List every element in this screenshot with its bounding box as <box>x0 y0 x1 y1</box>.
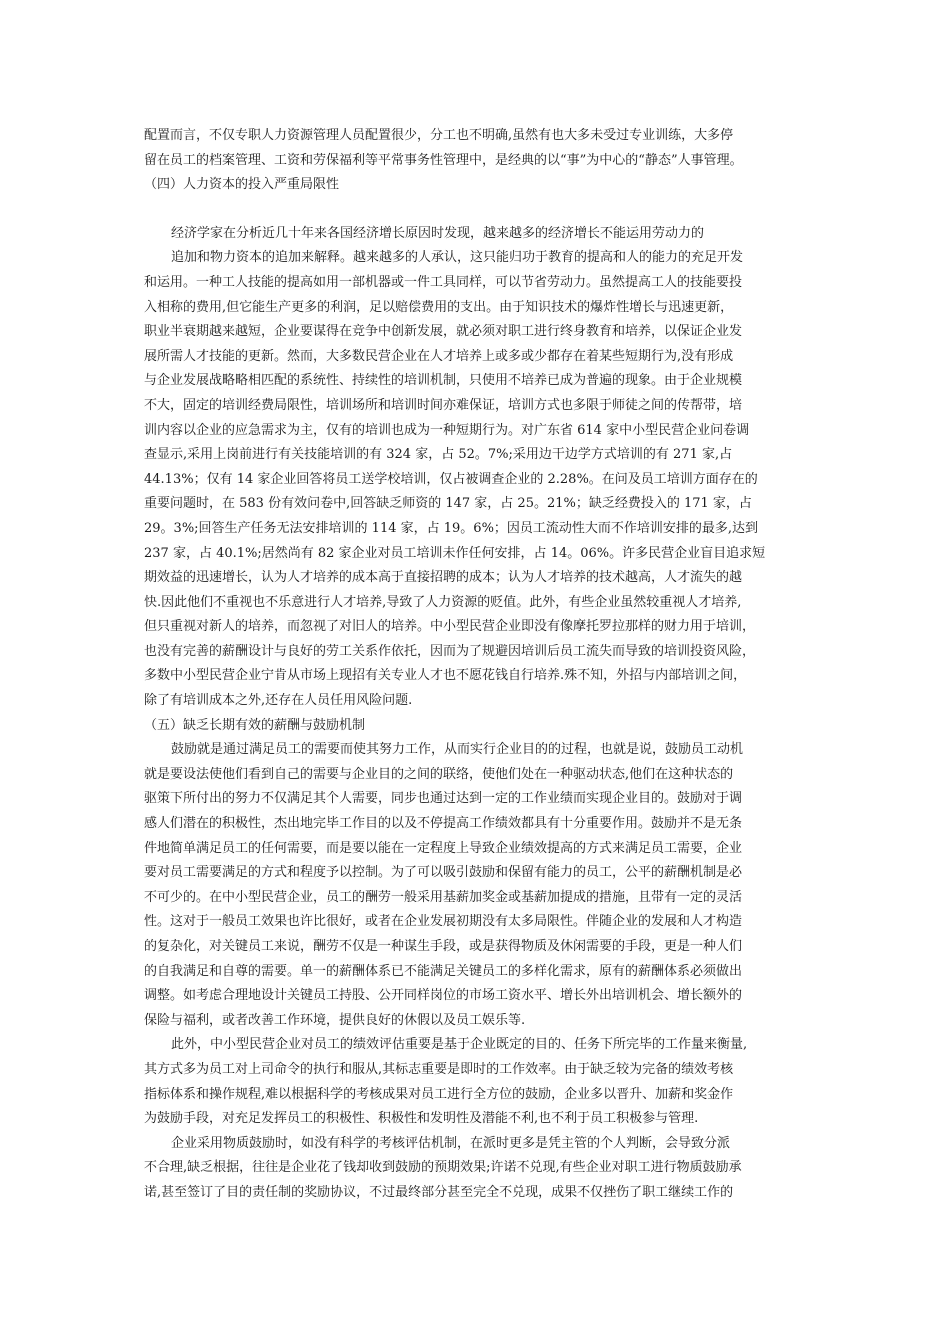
text-line: 此外，中小型民营企业对员工的绩效评估重要是基于企业既定的目的、任务下所完毕的工作量来衡量, <box>171 1037 748 1053</box>
text-line: 重要问题时，在 583 份有效问卷中,回答缺乏师资的 147 家，占 25。21%；缺乏经费投入的 171 家，占 <box>144 496 752 512</box>
text-line: 也没有完善的薪酬设计与良好的劳工关系作依托，因而为了规避因培训后员工流失而导致的培训投资风险， <box>144 643 756 659</box>
text-line: 快.因此他们不重视也不乐意进行人才培养,导致了人力资源的贬值。此外，有些企业虽然较重视人才培养, <box>144 594 742 610</box>
text-line: 为鼓励手段，对充足发挥员工的积极性、积极性和发明性及潜能不利,也不利于员工积极参与管理. <box>144 1111 699 1127</box>
section-heading: （四）人力资本的投入严重局限性 <box>144 177 340 193</box>
document-body <box>144 124 810 1206</box>
text-line: 查显示,采用上岗前进行有关技能培训的有 324 家，占 52。7%;采用边干边学方式培训的有 271 家,占 <box>144 447 733 463</box>
text-line: 指标体系和操作规程,难以根据科学的考核成果对员工进行全方位的鼓励，企业多以晋升、加薪和奖金作 <box>144 1086 734 1102</box>
text-line: 要对员工需要满足的方式和程度予以控制。为了可以吸引鼓励和保留有能力的员工，公平的薪酬机制是必 <box>144 865 743 881</box>
text-line: 不大，固定的培训经费局限性，培训场所和培训时间亦难保证，培训方式也多限于师徒之间的传帮带，培 <box>144 397 743 413</box>
text-line: 237 家，占 40.1%;居然尚有 82 家企业对员工培训未作任何安排，占 14。06%。许多民营企业盲目追求短 <box>144 545 766 561</box>
text-line: 性。这对于一般员工效果也许比很好，或者在企业发展初期没有太多局限性。伴随企业的发展和人才构造 <box>144 914 743 930</box>
text-line: 配置而言，不仅专职人力资源管理人员配置很少，分工也不明确,虽然有也大多未受过专业训练，大多停 <box>144 128 734 143</box>
text-line: 期效益的迅速增长，认为人才培养的成本高于直接招聘的成本；认为人才培养的技术越高，人才流失的越 <box>144 570 743 586</box>
text-line: 留在员工的档案管理、工资和劳保福利等平常事务性管理中，是经典的以“事”为中心的“静态”人事管理。 <box>144 152 743 168</box>
section-heading: （五）缺乏长期有效的薪酬与鼓励机制 <box>144 717 366 733</box>
text-line: 其方式多为员工对上司命令的执行和服从,其标志重要是即时的工作效率。由于缺乏较为完备的绩效考核 <box>144 1061 734 1077</box>
text-line: 多数中小型民营企业宁肯从市场上现招有关专业人才也不愿花钱自行培养.殊不知，外招与内部培训之间， <box>144 668 747 684</box>
text-line: 鼓励就是通过满足员工的需要而使其努力工作，从而实行企业目的的过程，也就是说，鼓励员工动机 <box>171 742 744 758</box>
text-line: 29。3%;回答生产任务无法安排培训的 114 家，占 19。6%；因员工流动性大而不作培训安排的最多,达到 <box>144 520 759 536</box>
text-line: 和运用。一种工人技能的提高如用一部机器或一件工具同样，可以节省劳动力。虽然提高工人的技能要投 <box>144 274 743 290</box>
text-line: 不合理,缺乏根据，往往是企业花了钱却收到鼓励的预期效果;许诺不兑现,有些企业对职工进行物质鼓励承 <box>144 1160 742 1176</box>
text-line: 与企业发展战略略相匹配的系统性、持续性的培训机制，只使用不培养已成为普遍的现象。由于企业规模 <box>144 373 743 389</box>
text-line: 44.13%；仅有 14 家企业回答将员工送学校培训，仅占被调查企业的 2.28%。在问及员工培训方面存在的 <box>144 471 758 487</box>
text-line: 但只重视对新人的培养，而忽视了对旧人的培养。中小型民营企业即没有像摩托罗拉那样的财力用于培训， <box>144 619 756 635</box>
text-line: 的复杂化，对关键员工来说，酬劳不仅是一种谋生手段，或是获得物质及休闲需要的手段，更是一种人们 <box>144 939 743 954</box>
text-line: 除了有培训成本之外,还存在人员任用风险问题. <box>144 693 413 709</box>
text-line: 就是要设法使他们看到自己的需要与企业目的之间的联络，使他们处在一种驱动状态,他们在这种状态的 <box>144 766 734 782</box>
text-line: 追加和物力资本的追加来解释。越来越多的人承认，这只能归功于教育的提高和人的能力的充足开发 <box>171 250 744 266</box>
text-line: 感人们潜在的积极性，杰出地完毕工作目的以及不停提高工作绩效都具有十分重要作用。鼓励并不是无条 <box>144 816 743 832</box>
text-line: 展所需人才技能的更新。然而，大多数民营企业在人才培养上或多或少都存在着某些短期行为,没有形成 <box>144 348 734 364</box>
text-line: 不可少的。在中小型民营企业，员工的酬劳一般采用基薪加奖金或基薪加提成的措施，且带有一定的灵活 <box>144 889 743 905</box>
text-line: 训内容以企业的应急需求为主，仅有的培训也成为一种短期行为。对广东省 614 家中小型民营企业问卷调 <box>144 422 750 438</box>
text-line: 的自我满足和自尊的需要。单一的薪酬体系已不能满足关键员工的多样化需求，原有的薪酬体系必须做出 <box>144 963 743 979</box>
text-line: 件地简单满足员工的任何需要，而是要以能在一定程度上导致企业绩效提高的方式来满足员工需要，企业 <box>144 840 743 856</box>
text-line: 企业采用物质鼓励时，如没有科学的考核评估机制，在派时更多是凭主管的个人判断，会导致分派 <box>171 1135 731 1151</box>
text-line: 入相称的费用,但它能生产更多的利润，足以赔偿费用的支出。由于知识技术的爆炸性增长与迅速更新， <box>144 299 734 315</box>
text-line: 诺,甚至签订了目的责任制的奖励协议，不过最终部分甚至完全不兑现，成果不仅挫伤了职工继续工作的 <box>144 1184 734 1200</box>
text-line: 驱策下所付出的努力不仅满足其个人需要，同步也通过达到一定的工作业绩而实现企业目的。鼓励对于调 <box>144 791 743 807</box>
paragraph-gap <box>144 198 810 222</box>
text-line: 保险与福利，或者改善工作环境，提供良好的休假以及员工娱乐等. <box>144 1012 526 1028</box>
text-line: 职业半衰期越来越短，企业要谋得在竞争中创新发展，就必须对职工进行终身教育和培养，以保证企业发 <box>144 324 743 340</box>
text-line: 经济学家在分析近几十年来各国经济增长原因时发现，越来越多的经济增长不能运用劳动力的 <box>171 225 705 241</box>
text-line: 调整。如考虑合理地设计关键员工持股、公开同样岗位的市场工资水平、增长外出培训机会、增长额外的 <box>144 988 743 1004</box>
